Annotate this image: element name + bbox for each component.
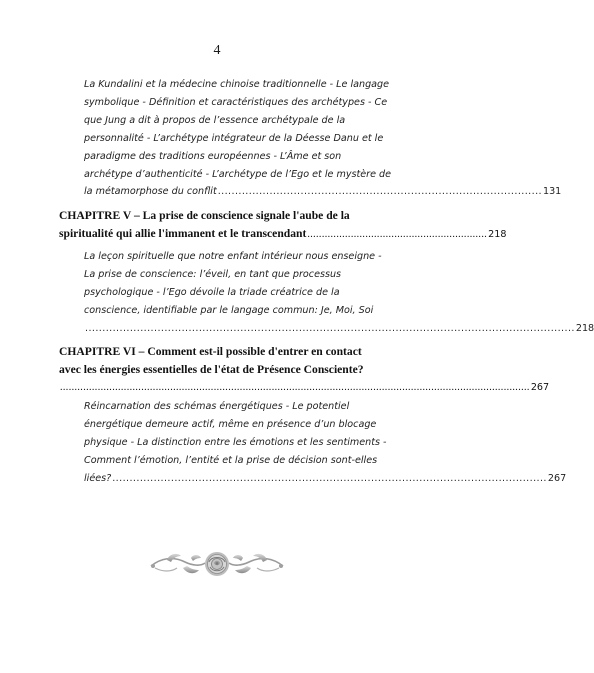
- chapter-title: CHAPITRE V – La prise de conscience signale l'aube de la: [59, 209, 350, 222]
- entry-leader-line: [84, 183, 562, 201]
- entry-line: conscience, identifiable par le langage commun: Je, Moi, Soi: [84, 304, 374, 316]
- chapter-heading-v: [59, 207, 507, 244]
- entry-line: physique - La distinction entre les émotions et les sentiments -: [84, 436, 387, 448]
- toc-entry-summary-1: [84, 76, 562, 201]
- page-number: 4: [213, 43, 221, 58]
- entry-line: archétype d’authenticité - L’archétype de l’Ego et le mystère de: [84, 168, 392, 180]
- dot-leader: ..................................................................................................................................................................: [60, 382, 530, 393]
- chapter-title: avec les énergies essentielles de l'état de Présence Consciente?: [59, 363, 364, 376]
- entry-line: paradigme des traditions européennes - L’Âme et son: [84, 150, 342, 162]
- entry-line: symbolique - Définition et caractéristiques des archétypes - Ce: [84, 96, 388, 108]
- page-reference: 267: [530, 382, 550, 393]
- entry-line: psychologique - l’Ego dévoile la triade créatrice de la: [84, 286, 340, 298]
- toc-entry-summary-2: [84, 248, 594, 338]
- entry-line: La leçon spirituelle que notre enfant intérieur nous enseigne -: [84, 251, 382, 262]
- entry-leader-line: [84, 470, 567, 488]
- toc-entry-summary-3: [84, 398, 567, 488]
- chapter-leader-line: [59, 225, 507, 244]
- entry-line: la métamorphose du conflit: [84, 186, 217, 198]
- page-reference: 218: [575, 322, 594, 334]
- floral-ornament-icon: [147, 548, 287, 580]
- entry-line: énergétique demeure actif, même en présence d’un blocage: [84, 418, 377, 430]
- page-reference: 131: [542, 186, 562, 198]
- chapter-title: spiritualité qui allie l'immanent et le transcendant: [59, 227, 307, 240]
- chapter-heading-vi: [59, 343, 550, 397]
- chapter-title: CHAPITRE VI – Comment est-il possible d'entrer en contact: [59, 345, 362, 358]
- entry-line: que Jung a dit à propos de l’essence archétypale de la: [84, 114, 346, 126]
- entry-line: personnalité - L’archétype intégrateur de la Déesse Danu et le: [84, 132, 384, 144]
- entry-line: Comment l’émotion, l’entité et la prise de décision sont-elles: [84, 454, 378, 466]
- entry-line: Réincarnation des schémas énergétiques - Le potentiel: [84, 401, 350, 412]
- entry-line: La Kundalini et la médecine chinoise traditionnelle - Le langage: [84, 79, 390, 90]
- dot-leader: ..............................................................: [307, 229, 488, 240]
- dot-leader: ..............................................................................................................................: [112, 472, 547, 484]
- entry-line: La prise de conscience: l’éveil, en tant que processus: [84, 268, 342, 280]
- entry-line: liées?: [84, 472, 112, 484]
- dot-leader: ..............................................................................................................................................: [85, 322, 575, 334]
- page-reference: 267: [547, 472, 567, 484]
- page-reference: 218: [488, 229, 507, 240]
- dot-leader: ..............................................................................................: [217, 186, 542, 198]
- entry-leader-line: [84, 320, 594, 338]
- chapter-leader-line: [59, 379, 550, 397]
